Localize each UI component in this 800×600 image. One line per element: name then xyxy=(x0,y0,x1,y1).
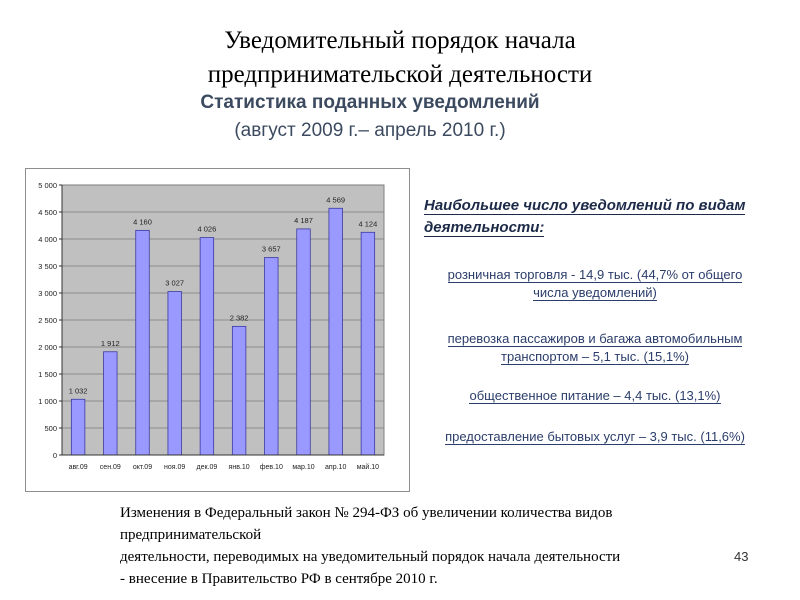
x-tick-label: сен.09 xyxy=(99,464,121,471)
bar-value-label: 4 569 xyxy=(326,195,346,205)
bar xyxy=(200,238,214,455)
bar xyxy=(104,352,118,455)
bar xyxy=(232,326,246,455)
stat-retail-line-2: числа уведомлений) xyxy=(533,285,657,300)
x-tick-label: мар.10 xyxy=(292,464,315,471)
y-tick-label: 4 500 xyxy=(38,208,57,217)
y-tick-label: 4 000 xyxy=(38,235,57,244)
x-tick-label: апр.10 xyxy=(325,464,347,471)
bar-value-label: 2 382 xyxy=(229,313,249,323)
bar-value-label: 3 657 xyxy=(261,244,281,254)
page-number: 43 xyxy=(734,549,749,564)
bar xyxy=(265,258,279,455)
stat-catering-line-1: общественное питание – 4,4 тыс. (13,1%) xyxy=(469,388,721,403)
bar xyxy=(168,292,182,455)
bar-chart xyxy=(26,169,409,491)
y-tick-label: 1 500 xyxy=(38,370,57,379)
x-tick-label: янв.10 xyxy=(228,464,250,471)
y-tick-label: 1 000 xyxy=(38,397,57,406)
bar xyxy=(329,208,343,455)
chart-subtitle: Статистика поданных уведомлений xyxy=(200,92,540,113)
law-note-line-1: Изменения в Федеральный закон № 294-ФЗ об увеличении количества видов xyxy=(120,505,613,521)
x-tick-label: ноя.09 xyxy=(164,464,186,471)
y-tick-label: 0 xyxy=(52,451,57,460)
bar xyxy=(297,229,311,455)
stat-catering xyxy=(430,387,760,405)
law-note xyxy=(120,502,720,590)
stat-transport-line-1: перевозка пассажиров и багажа автомобильным xyxy=(447,331,743,346)
bar-value-label: 3 027 xyxy=(165,278,185,288)
chart-frame xyxy=(25,168,410,492)
y-tick-label: 3 000 xyxy=(38,289,57,298)
x-tick-label: авг.09 xyxy=(68,464,88,471)
y-tick-label: 3 500 xyxy=(38,262,57,271)
x-tick-label: май.10 xyxy=(356,464,380,471)
title-line-2: предпринимательской деятельности xyxy=(207,61,593,88)
bar-value-label: 4 026 xyxy=(197,224,217,234)
activity-heading-line-2: деятельности: xyxy=(424,219,545,236)
bar-value-label: 1 032 xyxy=(68,386,88,396)
bar-value-label: 4 124 xyxy=(358,219,378,229)
stat-transport xyxy=(430,330,760,366)
y-tick-label: 2 500 xyxy=(38,316,57,325)
title-line-1: Уведомительный порядок начала xyxy=(224,27,576,54)
stat-services-line-1: предоставление бытовых услуг – 3,9 тыс. (11,6%) xyxy=(445,429,745,444)
y-tick-label: 5 000 xyxy=(38,181,57,190)
x-tick-label: фев.10 xyxy=(259,464,283,471)
x-tick-label: дек.09 xyxy=(196,464,218,471)
x-tick-label: окт.09 xyxy=(132,464,153,471)
bar xyxy=(71,399,85,455)
slide-title xyxy=(0,24,800,92)
bar-value-label: 1 912 xyxy=(100,338,120,348)
stat-retail xyxy=(430,266,760,302)
law-note-line-2: предпринимательской xyxy=(120,527,262,543)
bar xyxy=(361,232,375,455)
stat-services xyxy=(430,428,760,446)
y-tick-label: 2 000 xyxy=(38,343,57,352)
activity-heading-line-1: Наибольшее число уведомлений по видам xyxy=(424,197,746,214)
bar-value-label: 4 160 xyxy=(133,217,152,227)
activity-heading xyxy=(424,195,774,239)
law-note-line-3: деятельности, переводимых на уведомительный порядок начала деятельности xyxy=(120,549,621,565)
y-tick-label: 500 xyxy=(44,424,57,433)
law-note-line-4: - внесение в Правительство РФ в сентябре 2010 г. xyxy=(120,571,438,587)
chart-period: (август 2009 г.– апрель 2010 г.) xyxy=(234,120,506,141)
bar xyxy=(136,230,150,455)
bar-value-label: 4 187 xyxy=(294,215,313,225)
stat-retail-line-1: розничная торговля - 14,9 тыс. (44,7% от общего xyxy=(447,267,743,282)
stat-transport-line-2: транспортом – 5,1 тыс. (15,1%) xyxy=(501,349,689,364)
